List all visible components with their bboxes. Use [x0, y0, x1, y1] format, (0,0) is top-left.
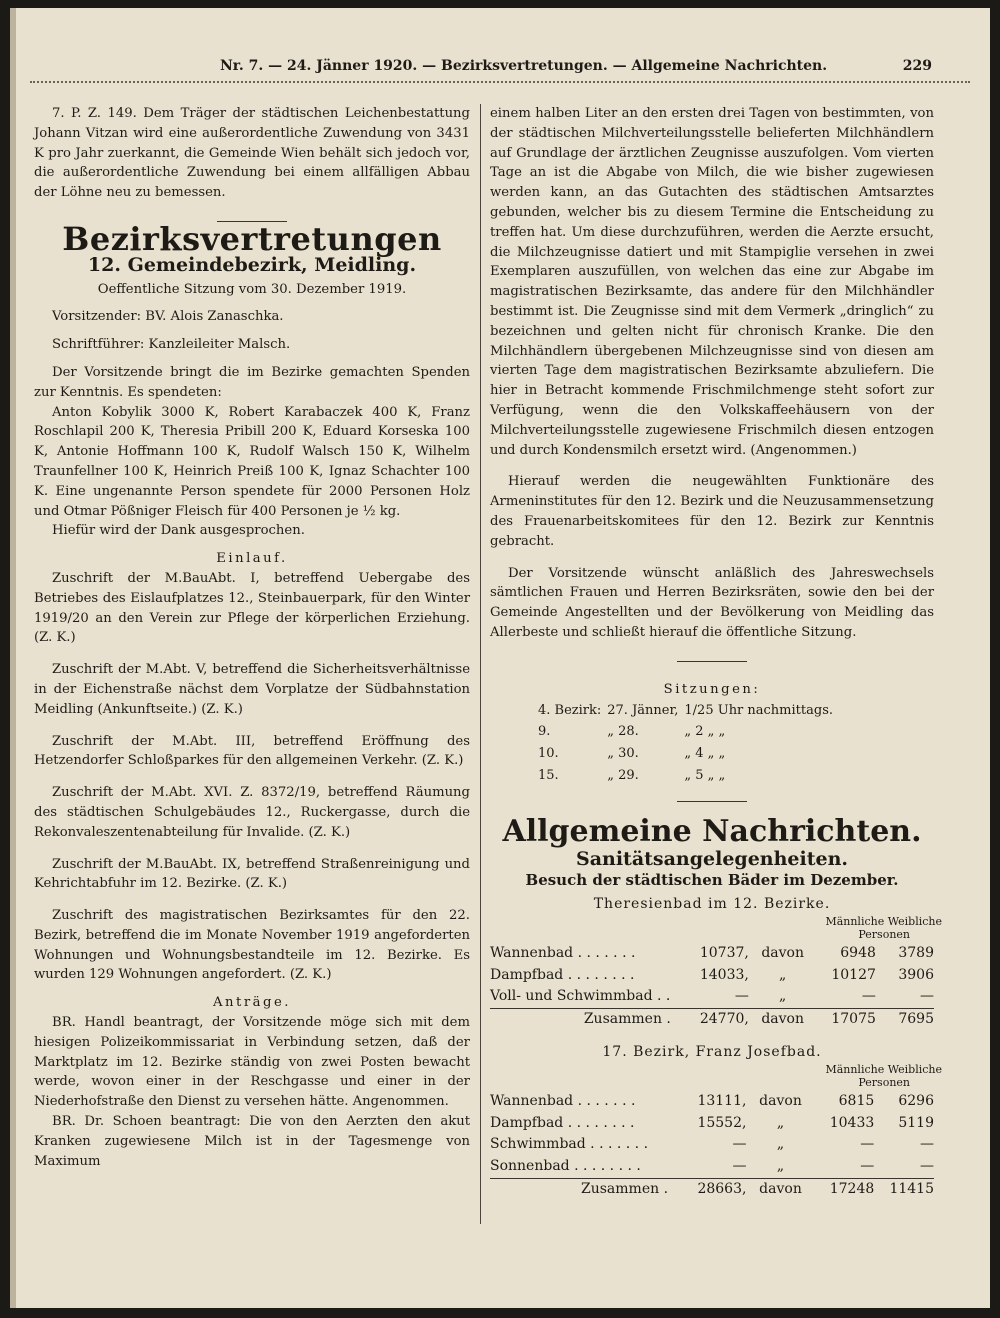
- secretary-line: Schriftführer: Kanzleileiter Malsch.: [52, 337, 291, 353]
- session-date: „ 28.: [607, 724, 639, 740]
- bath-davon: „: [776, 1158, 785, 1175]
- bath-female: —: [920, 988, 934, 1005]
- session-date: „ 30.: [607, 746, 639, 762]
- bath-davon: „: [776, 1136, 785, 1153]
- total-davon: davon: [749, 1009, 817, 1031]
- bath-total: —: [732, 1136, 747, 1153]
- motion-handl: BR. Handl beantragt, der Vorsitzende möge sich mit dem hiesigen Polizeikommissariat in Verbindung setzen, daß der Marktplatz im 12. Bezirke ständig von zwei Posten bewacht werde, wovon einer in der Reschgasse und einer in der Niederhofstraße den Dienst zu versehen hätte. Angenommen.: [34, 1015, 470, 1110]
- bath-total-row: [490, 1179, 934, 1201]
- right-column: [490, 104, 942, 1201]
- header-issue: Nr. 7. — 24. Jänner 1920. —: [220, 58, 437, 74]
- bath-davon: „: [779, 966, 787, 983]
- bath-total: 10737,: [699, 944, 749, 961]
- bath-row: [490, 1113, 934, 1135]
- running-header: [10, 58, 990, 82]
- bath-total: —: [734, 988, 749, 1005]
- sessions-heading: Sitzungen:: [663, 681, 761, 697]
- col-female: Weibliche: [887, 1062, 942, 1076]
- page-edge-stain: [10, 8, 16, 1308]
- bath2-title: 17. Bezirk, Franz Josefbad.: [602, 1044, 822, 1061]
- header-center: [220, 58, 827, 74]
- bath-row: [490, 1091, 934, 1113]
- column-header: [490, 1063, 942, 1089]
- session-time: „ 4 „ „: [684, 746, 726, 762]
- header-section: Bezirksvertretungen. — Allgemeine Nachrichten.: [441, 58, 828, 74]
- bath-row: [490, 1156, 934, 1178]
- bath-male: —: [860, 1136, 875, 1153]
- bath-female: 5119: [898, 1114, 934, 1131]
- bath-male: 10433: [829, 1114, 875, 1131]
- einlauf-item: Zuschrift der M.Abt. V, betreffend die Sicherheitsverhältnisse in der Eichenstraße nächst dem Vorplatze der Südbahnstation Meidling (Ankunftseite.) (Z. K.): [34, 662, 470, 717]
- bath-female: —: [920, 1136, 934, 1153]
- session-time: „ 5 „ „: [684, 767, 726, 783]
- session-district: 4. Bezirk:: [538, 702, 602, 718]
- donations-intro: Der Vorsitzende bringt die im Bezirke gemachten Spenden zur Kenntnis. Es spendeten:: [34, 364, 470, 400]
- bath-male: —: [861, 988, 876, 1005]
- einlauf-item: Zuschrift der M.BauAbt. IX, betreffend Straßenreinigung und Kehrichtabfuhr im 12. Bezirke. (Z. K.): [34, 856, 470, 892]
- total-female: 11415: [874, 1179, 934, 1201]
- session-time: 1/25 Uhr nachmittags.: [684, 702, 833, 718]
- col-male: Männliche: [825, 914, 885, 928]
- session-date: 27. Jänner,: [607, 702, 679, 718]
- bath-type: Dampfbad . . . . . . . .: [490, 966, 635, 983]
- bath-davon: „: [779, 988, 787, 1005]
- bath-total: 13111,: [697, 1092, 747, 1109]
- bath-type: Dampfbad . . . . . . . .: [490, 1114, 635, 1131]
- session-row: [538, 743, 839, 765]
- bath-total: 14033,: [699, 966, 749, 983]
- donations-list: Anton Kobylik 3000 K, Robert Karabaczek 400 K, Franz Roschlapil 200 K, Theresia Pribill 200 K, Eduard Korseska 100 K, Antonie Hoffmann 100 K, Rudolf Walsch 150 K, Wilhelm Traunfellner 100 K, Heinrich Preiß 100 K, Ignaz Schachter 100 K. Eine ungenannte Person spendete für 2000 Personen Holz und Otmar Pößniger Fleisch für 400 Personen je ½ kg.: [34, 404, 470, 519]
- bath1-title: Theresienbad im 12. Bezirke.: [593, 896, 831, 913]
- total-female: 7695: [876, 1009, 934, 1031]
- functionaries-paragraph: Hierauf werden die neugewählten Funktionäre des Armeninstitutes für den 12. Bezirk und die Neuzusammensetzung des Frauenarbeitskomitees für den 12. Bezirk zur Kenntnis gebracht.: [490, 474, 934, 549]
- bath-female: 3789: [898, 944, 934, 961]
- bath-davon: davon: [759, 1092, 802, 1109]
- column-divider: [480, 104, 481, 1224]
- col-persons: Personen: [858, 1075, 910, 1089]
- total-sum: 24770,: [677, 1009, 749, 1031]
- einlauf-item: Zuschrift des magistratischen Bezirksamtes für den 22. Bezirk, betreffend die im Monate November 1919 angeforderten Wohnungen und Wohnungsbestandteile im 12. Bezirke. Es wurden 129 Wohnungen angefordert. (Z. K.): [34, 908, 470, 983]
- bath-total-row: [490, 1009, 934, 1031]
- bath-type: Schwimmbad . . . . . . .: [490, 1136, 649, 1153]
- einlauf-item: Zuschrift der M.Abt. III, betreffend Eröffnung des Hetzendorfer Schloßparkes für den allgemeinen Verkehr. (Z. K.): [34, 733, 470, 769]
- session-district: 9.: [538, 724, 551, 740]
- total-label: Zusammen .: [490, 1009, 677, 1031]
- session-time: „ 2 „ „: [684, 724, 726, 740]
- newspaper-page: [10, 8, 990, 1308]
- bath-davon: davon: [761, 944, 804, 961]
- bath-female: —: [920, 1158, 934, 1175]
- bath-male: 10127: [831, 966, 876, 983]
- motion-continuation: einem halben Liter an den ersten drei Tagen von bestimmten, von der städtischen Milchverteilungsstelle belieferten Milchhändlern auf Grundlage der ärztlichen Zeugnisse auszufolgen. Vom vierten Tage an ist die Abgabe von Milch, die wie bisher zugewiesen werden kann, an das Gutachten des städtischen Amtsarztes gebunden, welcher bis zu diesem Termine die Entscheidung zu treffen hat. Um diese durchzuführen, werden die Aerzte ersucht, die Milchzeugnisse datiert und mit Stampiglie versehen in zwei Exemplaren auszufüllen, von welchen das eine zur Abgabe im magistratischen Bezirksamte, das andere für den Milchhändler bestimmt ist. Die Zeugnisse sind mit dem Vermerk „dringlich“ zu bezeichnen und gelten nicht für chronisch Kranke. Die den Milchhändlern übergebenen Milchzeugnisse sind von diesen am vierten Tage dem magistratischen Bezirksamte abzuliefern. Die hier in Betracht kommende Frischmilchmenge steht sofort zur Verfügung, wenn die den Volkskaffeehäusern von der Milchverteilungsstelle zugewiesene Frischmilch diesen entzogen und durch Kondensmilch ersetzt wird. (Angenommen.): [490, 106, 934, 458]
- bath1-table: [490, 943, 934, 1031]
- column-header: [490, 915, 942, 941]
- closing-paragraph: Der Vorsitzende wünscht anläßlich des Jahreswechsels sämtlichen Frauen und Herren Bezirksräten, sowie den bei der Gemeinde Angestellten und der Bevölkerung von Meidling das Allerbeste und schließt hierauf die öffentliche Sitzung.: [490, 565, 934, 640]
- chair-line: Vorsitzender: BV. Alois Zanaschka.: [52, 309, 284, 325]
- session-row: [538, 700, 839, 722]
- bath-davon: „: [776, 1114, 785, 1131]
- bath-row: [490, 986, 934, 1008]
- session-row: [538, 765, 839, 787]
- bath-type: Voll- und Schwimmbad . .: [490, 988, 671, 1005]
- bath-male: 6815: [838, 1092, 875, 1109]
- antraege-heading: Anträge.: [213, 995, 291, 1011]
- bath-type: Sonnenbad . . . . . . . .: [490, 1158, 641, 1175]
- session-line: Oeffentliche Sitzung vom 30. Dezember 1919.: [97, 281, 407, 297]
- bath-male: —: [860, 1158, 875, 1175]
- bath-row: [490, 965, 934, 987]
- bath-row: [490, 1134, 934, 1156]
- session-district: 10.: [538, 746, 559, 762]
- col-female: Weibliche: [887, 914, 942, 928]
- bath2-table: [490, 1091, 934, 1201]
- total-label: Zusammen .: [490, 1179, 674, 1201]
- thanks-line: Hiefür wird der Dank ausgesprochen.: [52, 523, 305, 539]
- bath-type: Wannenbad . . . . . . .: [490, 1092, 636, 1109]
- news-title: Allgemeine Nachrichten.: [502, 813, 922, 849]
- session-date: „ 29.: [607, 767, 639, 783]
- page-number: 229: [902, 58, 932, 74]
- session-row: [538, 721, 839, 743]
- einlauf-heading: Einlauf.: [216, 551, 288, 567]
- einlauf-item: Zuschrift der M.Abt. XVI. Z. 8372/19, betreffend Räumung des städtischen Schulgebäudes 12., Ruckergasse, durch die Rekonvaleszentenabteilung für Invalide. (Z. K.): [34, 785, 470, 840]
- session-district: 15.: [538, 767, 559, 783]
- bath-total: —: [732, 1158, 747, 1175]
- section-title: Bezirksvertretungen: [62, 219, 442, 258]
- intro-paragraph: 7. P. Z. 149. Dem Träger der städtischen Leichenbestattung Johann Vitzan wird eine außerordentliche Zuwendung von 3431 K pro Jahr zuerkannt, die Gemeinde Wien behält sich jedoch vor, die außerordentliche Zuwendung bei einem allfälligen Abbau der Löhne neu zu bemessen.: [34, 106, 470, 201]
- col-male: Männliche: [825, 1062, 885, 1076]
- total-davon: davon: [746, 1179, 814, 1201]
- total-male: 17075: [816, 1009, 875, 1031]
- header-rule: [30, 81, 970, 85]
- bath-male: 6948: [840, 944, 876, 961]
- bath-female: 3906: [898, 966, 934, 983]
- einlauf-item: Zuschrift der M.BauAbt. I, betreffend Uebergabe des Betriebes des Eislaufplatzes 12., Steinbauerpark, für den Winter 1919/20 an den Verein zur Pflege der körperlichen Erziehung. (Z. K.): [34, 570, 470, 646]
- baths-visits-title: Besuch der städtischen Bäder im Dezember.: [525, 871, 899, 890]
- total-male: 17248: [815, 1179, 875, 1201]
- district-title: 12. Gemeindebezirk, Meidling.: [87, 253, 417, 276]
- bath-total: 15552,: [697, 1114, 747, 1131]
- sessions-table: [538, 700, 839, 787]
- bath-row: [490, 943, 934, 965]
- bath-type: Wannenbad . . . . . . .: [490, 944, 636, 961]
- total-sum: 28663,: [674, 1179, 746, 1201]
- left-column: [34, 104, 470, 1171]
- col-persons: Personen: [858, 927, 910, 941]
- bath-female: 6296: [898, 1092, 934, 1109]
- sanitary-title: Sanitätsangelegenheiten.: [575, 847, 849, 870]
- motion-schoen: BR. Dr. Schoen beantragt: Die von den Aerzten den akut Kranken zugewiesene Milch ist in der Tagesmenge von Maximum: [34, 1114, 470, 1169]
